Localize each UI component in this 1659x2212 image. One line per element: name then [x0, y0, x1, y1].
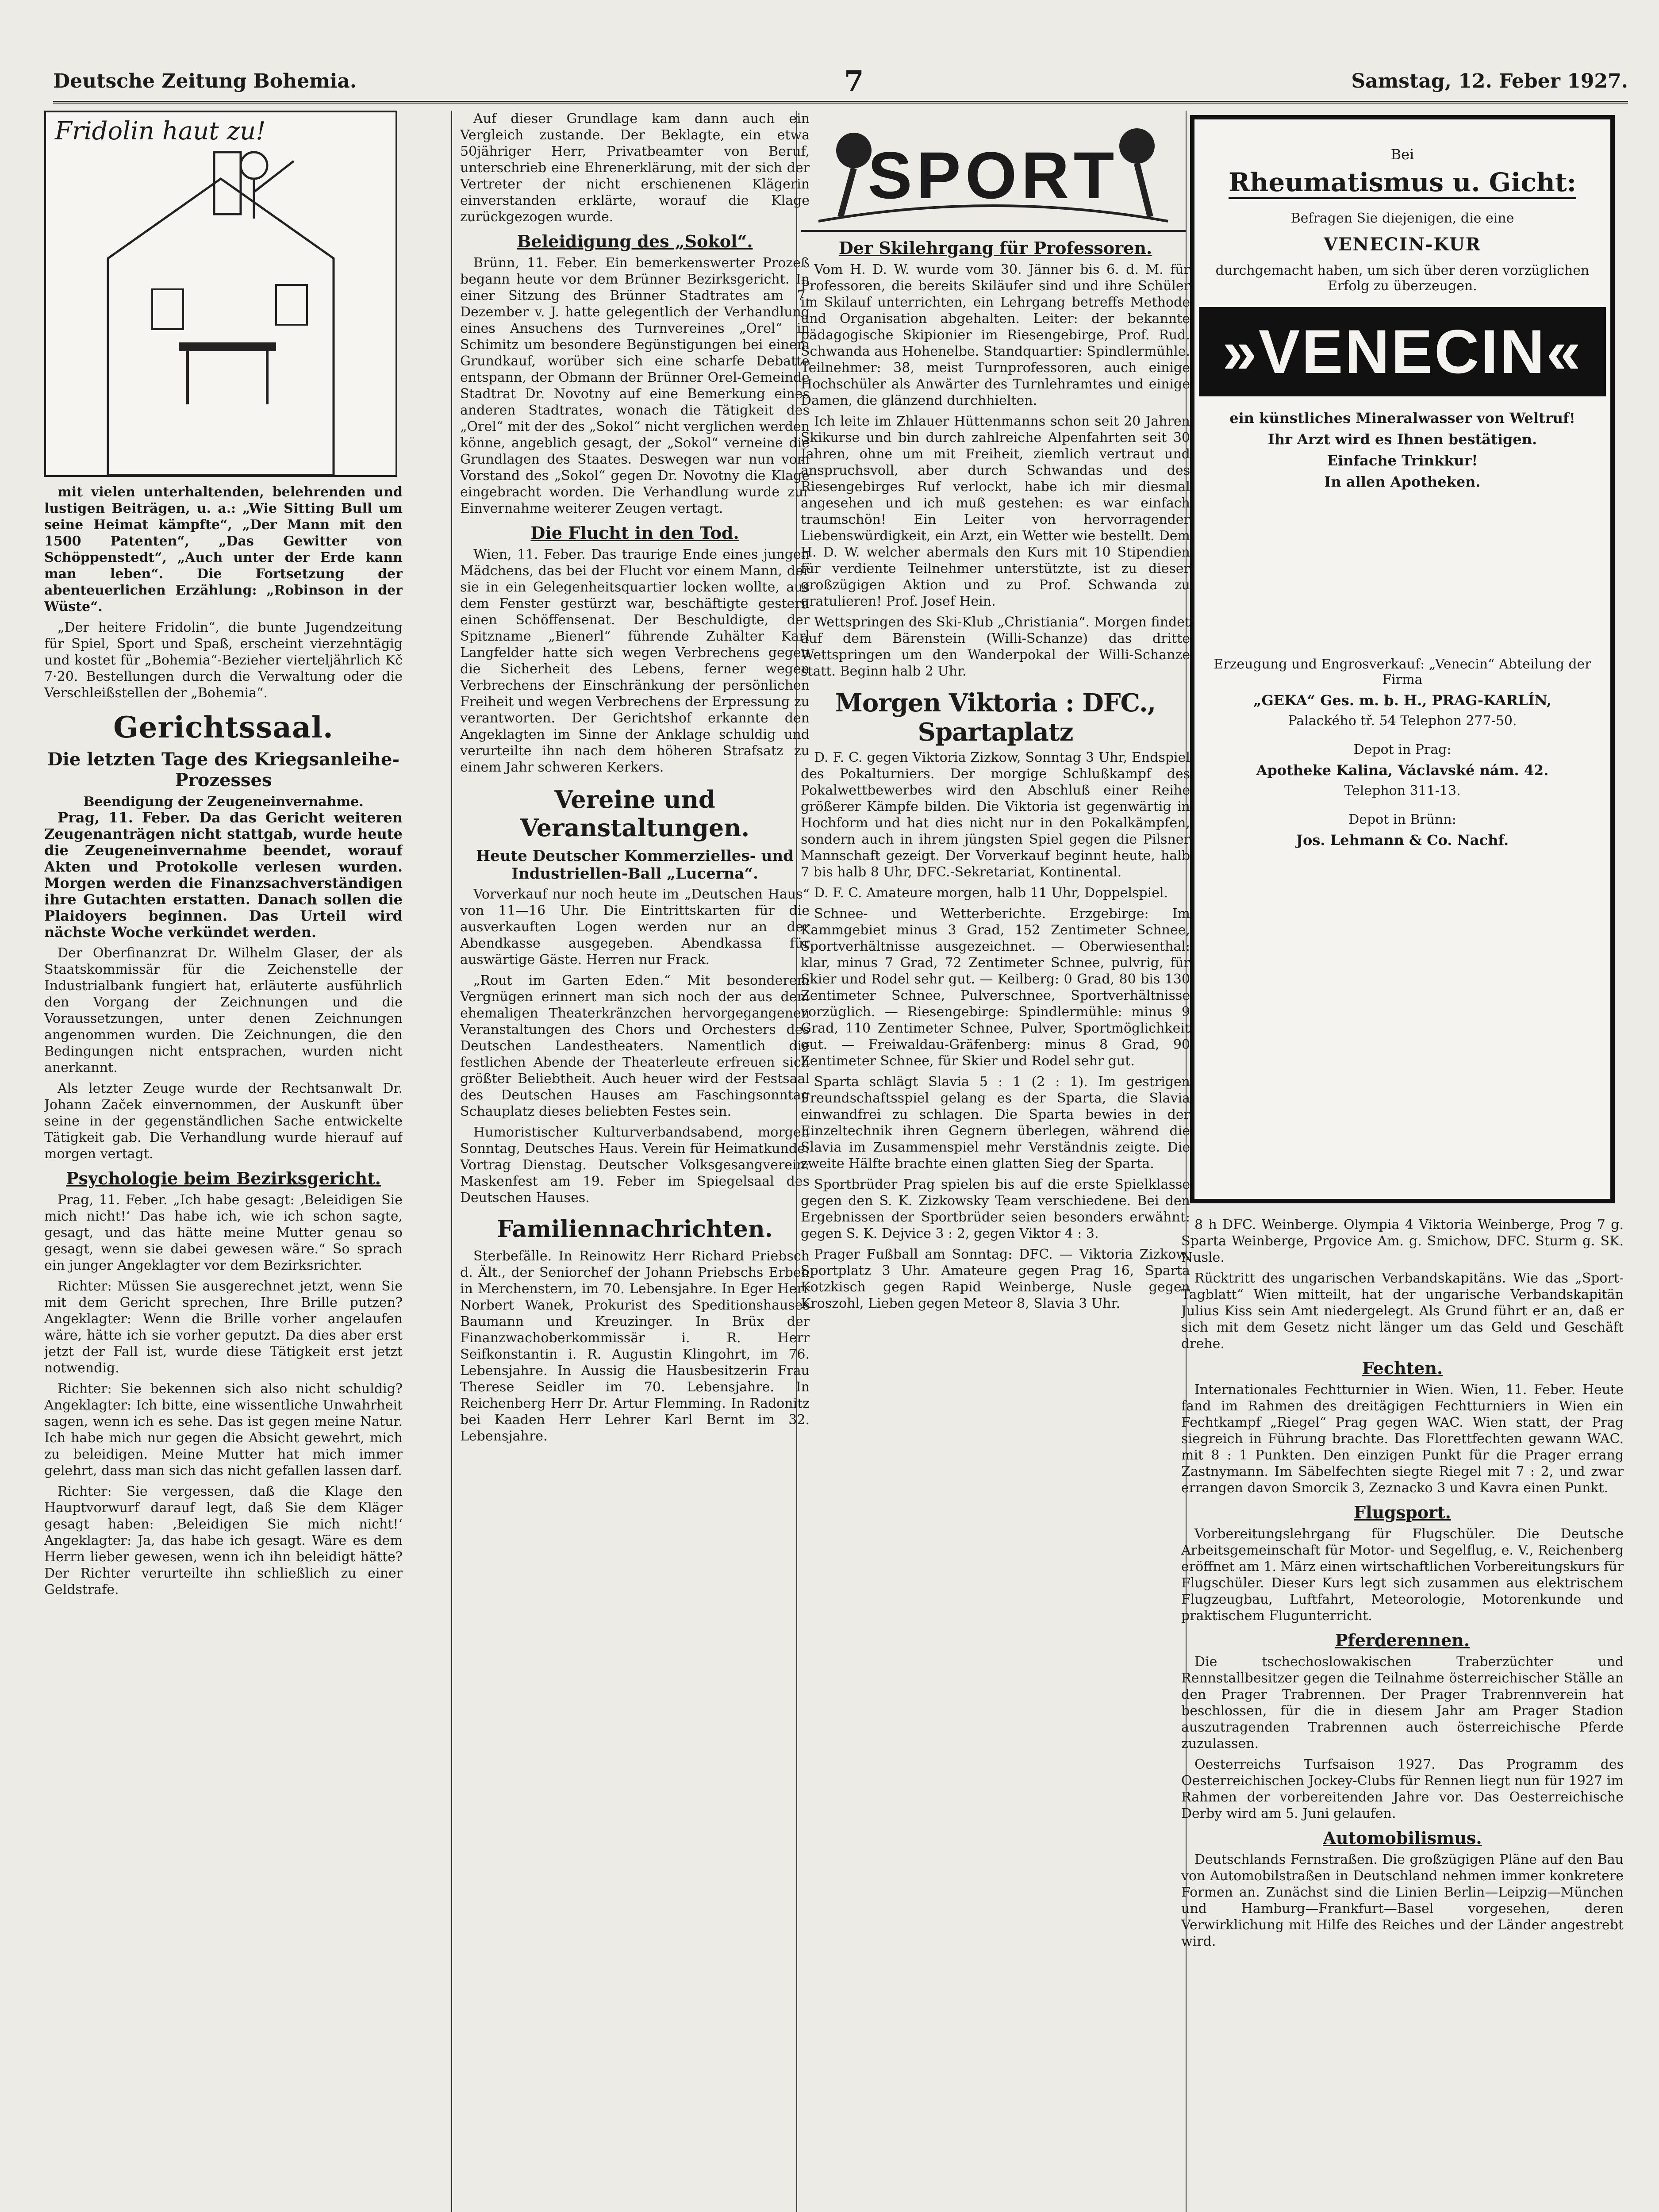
article-paragraph: Brünn, 11. Feber. Ein bemerkenswerter Prozeß begann heute vor dem Brünner Bezirksgericht. In einer Sitzung des Brünner Stadtrates am 7. Dezember v. J. hatte gelegentlich der Verhandlung eines Ansuchens des Turnvereines „Orel“ in Schimitz um besondere Begünstigungen bei einem Grundkauf, worüber sich eine scharfe Debatte entspann, der Obmann der Brünner Orel-Gemeinde Stadtrat Dr. Novotny auf eine Bemerkung eines anderen Stadtrates, wonach die Tätigkeit des „Orel“ mit der des „Sokol“ nicht verglichen werden könne, angeblich gesagt, der „Sokol“ verneine die Grundlagen des Staates. Deswegen war nun vom Vorstand des „Sokol“ gegen Dr. Novotny die Klage eingebracht worden. Die Verhandlung wurde zur Einvernahme weiterer Zeugen vertagt. — [460, 255, 810, 516]
ad-depot: Depot in Brünn: — [1348, 812, 1456, 827]
ad-brand: »VENECIN« — [1199, 307, 1606, 396]
article-paragraph: Richter: Sie bekennen sich also nicht schuldig? Angeklagter: Ich bitte, eine wissentliche Unwahrheit sagen, wenn ich es sehe. Das ist gegen meine Natur. Ich habe mich nur gegen die Absicht gewehrt, mich zu beleidigen. Meine Mutter hat mich immer gelehrt, dass man sich das nicht gefallen lassen darf. — [44, 1381, 403, 1479]
fridolin-cartoon — [44, 111, 397, 477]
article-paragraph: Deutschlands Fernstraßen. Die großzügigen Pläne auf den Bau von Automobilstraßen in Deutschland nehmen immer konkretere Formen an. Zunächst sind die Linien Berlin—Leipzig—München und Hamburg—Frankfurt—Basel vorgesehen, deren Verwirklichung mit Hilfe des Reiches und der Länder angestrebt wird. — [1181, 1852, 1624, 1949]
article-subheading: Beendigung der Zeugeneinvernahme. — [83, 794, 364, 810]
ad-text: Ihr Arzt wird es Ihnen bestätigen. — [1267, 431, 1537, 448]
venecin-advertisement — [1190, 115, 1615, 1203]
ad-depot: Depot in Prag: — [1353, 742, 1452, 757]
article-paragraph: D. F. C. Amateure morgen, halb 11 Uhr, Doppelspiel. — [814, 885, 1168, 901]
article-paragraph: 8 h DFC. Weinberge. Olympia 4 Viktoria Weinberge, Prog 7 g. Sparta Weinberge, Prgovice Am. g. Smichow, DFC. Sturm g. SK. Nusle. — [1181, 1217, 1624, 1265]
ad-text: Einfache Trinkkur! — [1327, 452, 1478, 469]
ad-text: Befragen Sie diejenigen, die eine — [1290, 211, 1514, 226]
match-headline: Morgen Viktoria : DFC., Spartaplatz — [835, 688, 1156, 747]
article-paragraph: Die tschechoslowakischen Traberzüchter und Rennstallbesitzer gegen die Teilnahme österreichischer Ställe an den Prager Trabrennen. Der Prager Trabrennverein hat beschlossen, für die in diesem Jahr am Prager Stadion auszutragenden Trabrennen auch österreichische Pferde zuzulassen. — [1181, 1654, 1624, 1751]
article-heading: Automobilismus. — [1323, 1828, 1482, 1848]
article-paragraph: Prag, 11. Feber. „Ich habe gesagt: ‚Beleidigen Sie mich nicht!‘ Das habe ich, wie ich schon sagte, gesagt, und das hätte meine Mutter genau so gesagt, wenn sie dabei gewesen wäre.“ So sprach ein junger Angeklagter vor dem Bezirksrichter. — [44, 1192, 403, 1273]
article-lead: Prag, 11. Feber. Da das Gericht weiteren Zeugenanträgen nicht stattgab, wurde heute die Zeugeneinvernahme beendet, worauf Akten und Protokolle verlesen wurden. Morgen werden die Finanzsachverständigen ihre Gutachten erstatten. Danach sollen die Plaidoyers beginnen. Das Urteil wird nächste Woche verkündet werden. — [44, 809, 403, 941]
ad-intro: Bei — [1390, 146, 1414, 163]
article-paragraph: Sportbrüder Prag spielen bis auf die erste Spielklasse gegen den S. K. Zizkowsky Team verschiedene. Bei den Ergebnissen der Sportbrüder seien besonders erwähnt: gegen S. K. Dejvice 3 : 2, gegen Viktor 4 : 3. — [801, 1177, 1190, 1241]
promo-text: mit vielen unterhaltenden, belehrenden und lustigen Beiträgen, u. a.: „Wie Sitting Bull um seine Heimat kämpfte“, „Der Mann mit den 1500 Patenten“, „Das Gewitter von Schöppenstedt“, „Auch unter der Erde kann man leben“. Die Fortsetzung der abenteuerlichen Erzählung: „Robinson in der Wüste“. — [44, 484, 403, 614]
ad-maker: Erzeugung und Engrosverkauf: „Venecin“ Abteilung der Firma — [1214, 657, 1591, 687]
article-paragraph: Ich leite im Zhlauer Hüttenmanns schon seit 20 Jahren Skikurse und bin durch zahlreiche Alpenfahrten seit 30 Jahren, ohne um mit Freiheit, ziemlich vertraut und anspruchsvoll, aber durch Schwandas und des Riesengebirges Ruf verlockt, habe ich mir diesmal angesehen und ich muß gestehen: es war einfach traumschön! Ein Leiter von hervorragender Liebenswürdigkeit, ein Arzt, ein Wetter wie bestellt. Dem H. D. W. welcher abermals den Kurs mit 10 Stipendien für verdiente Teilnehmer unterstützte, ist zu dieser großzügigen Aktion und zu Prof. Schwanda zu gratulieren! Prof. Josef Hein. — [801, 414, 1190, 609]
ad-depot: Apotheke Kalina, Václavské nám. 42. — [1256, 762, 1549, 779]
ad-maker: „GEKA“ Ges. m. b. H., PRAG-KARLÍN, — [1253, 692, 1551, 709]
promo-text-2: „Der heitere Fridolin“, die bunte Jugendzeitung für Spiel, Sport und Spaß, erscheint vierzehntägig und kostet für „Bohemia“-Bezieher vierteljährlich Kč 7·20. Bestellungen durch die Verwaltung oder die Verschleißstellen der „Bohemia“. — [44, 620, 403, 701]
article-paragraph: Humoristischer Kulturverbandsabend, morgen Sonntag, Deutsches Haus. Verein für Heimatkunde: Vortrag Dienstag. Deutscher Volksgesangverein: Maskenfest am 19. Feber im Spiegelsaal des Deutschen Hauses. — [460, 1125, 810, 1206]
article-paragraph: Als letzter Zeuge wurde der Rechtsanwalt Dr. Johann Začek einvernommen, der Auskunft über seine in der gegenständlichen Sache entwickelte Tätigkeit gab. Die Verhandlung wurde hierauf auf morgen vertagt. — [44, 1081, 403, 1162]
article-heading: Heute Deutscher Kommerzielles- und Industriellen-Ball „Lucerna“. — [476, 847, 794, 883]
section-heading-vereine: Vereine und Veranstaltungen. — [520, 785, 750, 842]
ad-text: durchgemacht haben, um sich über deren vorzüglichen Erfolg zu überzeugen. — [1215, 263, 1590, 294]
paper-name: Deutsche Zeitung Bohemia. — [53, 69, 357, 92]
article-paragraph: „Rout im Garten Eden.“ Mit besonderem Vergnügen erinnert man sich noch der aus dem ehemaligen Theaterkränzchen hervorgegangenen Veranstaltungen des Chors und Orchesters des Deutschen Landestheaters. Namentlich die festlichen Abende der Theaterleute erfreuen sich größter Beliebtheit. Auch heuer wird der Festsaal des Deutschen Hauses am Faschingsonntag Schauplatz dieses beliebten Festes sein. — [460, 973, 810, 1119]
article-paragraph: Schnee- und Wetterberichte. Erzgebirge: Im Kammgebiet minus 3 Grad, 152 Zentimeter Schnee, Sportverhältnisse ausgezeichnet. — Oberwiesenthal: klar, minus 7 Grad, 72 Zentimeter Schnee, pulvrig, für Skier und Rodel sehr gut. — Keilberg: 0 Grad, 80 bis 130 Zentimeter Schnee, Pulverschnee, Sportverhältnisse vorzüglich. — Riesengebirge: Spindlermühle: minus 9 Grad, 110 Zentimeter Schnee, Pulver, Sportmöglichkeit gut. — Freiwaldau-Gräfenberg: minus 8 Grad, 90 Zentimeter Schnee, für Skier und Rodel sehr gut. — [801, 906, 1190, 1069]
ad-text: In allen Apotheken. — [1324, 473, 1481, 490]
article-paragraph: Prager Fußball am Sonntag: DFC. — Viktoria Zizkow, Sportplatz 3 Uhr. Amateure gegen Prag 16, Sparta Kotzkisch gegen Rapid Weinberge, Nusle gegen Kroszohl, Lieben gegen Meteor 8, Slavia 3 Uhr. — [801, 1247, 1190, 1311]
column-4 — [1181, 111, 1624, 2212]
article-heading: Flugsport. — [1354, 1502, 1451, 1522]
article-heading: Pferderennen. — [1335, 1630, 1470, 1650]
article-paragraph: Internationales Fechtturnier in Wien. Wien, 11. Feber. Heute fand im Rahmen des dreitägigen Fechtturniers in Wien ein Fechtkampf „Riegel“ Prag gegen WAC. Wien statt, der Prag siegreich in Führung brachte. Das Florettfechten gewann WAC. mit 8 : 1 Punkten. Den einzigen Punkt für die Prager errang Zastnymann. Im Säbelfechten siegte Riegel mit 7 : 2, und zwar errangen davon Smorcik 3, Zeznacko 3 und Kavra einen Punkt. — [1181, 1382, 1624, 1496]
article-paragraph: Vorbereitungslehrgang für Flugschüler. Die Deutsche Arbeitsgemeinschaft für Motor- und Segelflug, e. V., Reichenberg eröffnet am 1. März einen wirtschaftlichen Vorbereitungskurs für Flugschüler. Dieser Kurs legt sich zusammen aus elektrischem Flugzeugbau, Luftfahrt, Meteorologie, Motorenkunde und praktischem Flugunterricht. — [1181, 1526, 1624, 1624]
article-paragraph: Vom H. D. W. wurde vom 30. Jänner bis 6. d. M. für Professoren, die bereits Skiläufer sind und ihre Schüler im Skilauf unterrichten, ein Lehrgang betreffs Methode und Organisation abgehalten. Leiter: der bekannte pädagogische Skipionier im Riesengebirge, Prof. Rud. Schwanda aus Hohenelbe. Standquartier: Spindlermühle. Teilnehmer: 38, meist Turnprofessoren, auch einige Hochschüler als Anwärter des Turnlehramtes und einige Damen, die glänzend durchhielten. — [801, 262, 1190, 408]
article-paragraph: Sterbefälle. In Reinowitz Herr Richard Priebsch d. Ält., der Seniorchef der Johann Priebschs Erben in Merchenstern, im 70. Lebensjahre. In Eger Herr Norbert Wanek, Prokurist des Speditionshauses Baumann und Kreuzinger. In Brüx der Finanzwachoberkommissär i. R. Herr Seifkonstantin i. R. Augustin Klingohrt, im 76. Lebensjahre. In Aussig die Hausbesitzerin Frau Therese Seidler im 70. Lebensjahre. In Reichenberg Herr Dr. Artur Flemming. In Radonitz bei Kaaden Herr Lehrer Karl Bernt im 32. Lebensjahre. — [460, 1248, 810, 1444]
page-number: 7 — [844, 64, 864, 98]
column-1 — [44, 111, 403, 2212]
column-2 — [460, 111, 810, 2212]
cartoon-title: Fridolin haut zu! — [55, 117, 266, 146]
sport-title: SPORT — [868, 138, 1119, 212]
article-paragraph: Vorverkauf nur noch heute im „Deutschen Haus“ von 11—16 Uhr. Die Eintrittskarten für die ausverkauften Logen werden nur an der Abendkasse ausgegeben. Abendkassa für auswärtige Gäste. Herren nur Frack. — [460, 887, 810, 968]
section-heading-familien: Familiennachrichten. — [497, 1216, 773, 1243]
ad-title: Rheumatismus u. Gicht: — [1229, 167, 1576, 199]
article-paragraph: D. F. C. gegen Viktoria Zizkow, Sonntag 3 Uhr, Endspiel des Pokalturniers. Der morgige Schlußkampf des Pokalwettbewerbes wird den Abschluß einer Reihe größerer Kämpfe bilden. Die Viktoria ist gegenwärtig in Hochform und hat dies nicht nur in den Pokalkämpfen, sondern auch in ihrem jüngsten Spiel gegen die Pilsner Mannschaft gezeigt. Der Vorverkauf beginnt heute, halb 7 bis halb 8 Uhr, DFC.-Sekretariat, Kontinental. — [801, 750, 1190, 880]
cartoon-illustration — [46, 112, 396, 475]
issue-date: Samstag, 12. Feber 1927. — [1351, 69, 1628, 92]
article-paragraph: Der Oberfinanzrat Dr. Wilhelm Glaser, der als Staatskommissär für die Zeichenstelle der Industrialbank fungiert hat, erläuterte ausführlich den Vorgang der Zeichnungen und die Voraussetzungen, unter denen Zeichnungen angenommen wurden. Die Zeichnungen, die den Bedingungen nicht entsprachen, wurden nicht anerkannt. — [44, 945, 403, 1075]
article-paragraph: Wien, 11. Feber. Das traurige Ende eines jungen Mädchens, das bei der Flucht vor einem Mann, der sie in ein Gelegenheitsquartier locken wollte, aus dem Fenster gestürzt war, beschäftigte gestern einen Schöffensenat. Der Beschuldigte, der Spitzname „Bienerl“ führende Zuhälter Karl Langfelder hatte sich wegen Verbrechens gegen die Sicherheit des Lebens, ferner wegen Verbrechens der Einschränkung der persönlichen Freiheit und wegen Verbrechens der Erpressung zu verantworten. Der Gerichtshof erkannte den Angeklagten im Sinne der Anklage schuldig und verurteilte ihn nach dem höheren Strafsatz zu einem Jahr schweren Kerkers. — [460, 547, 810, 775]
ad-maker: Palackého tř. 54 Telephon 277-50. — [1288, 713, 1517, 729]
section-heading-gerichtssaal: Gerichtssaal. — [113, 710, 334, 745]
article-heading: Beleidigung des „Sokol“. — [517, 231, 753, 251]
ad-depot: Jos. Lehmann & Co. Nachf. — [1296, 832, 1509, 849]
article-heading: Der Skilehrgang für Professoren. — [838, 238, 1152, 258]
article-heading: Die Flucht in den Tod. — [530, 523, 739, 543]
article-paragraph: Rücktritt des ungarischen Verbandskapitäns. Wie das „Sport-Tagblatt“ Wien mitteilt, hat der ungarische Verbandskapitän Julius Kiss sein Amt niedergelegt. Als Grund führt er an, daß er sich mit dem Gesetz nicht länger um das Geld und Geschäft drehe. — [1181, 1271, 1624, 1352]
article-paragraph: Richter: Müssen Sie ausgerechnet jetzt, wenn Sie mit dem Gericht sprechen, Ihre Brille putzen? Angeklagter: Wenn die Brille vorher angelaufen wäre, hätte ich sie vorher geputzt. Da dies aber erst jetzt der Fall ist, wurde diese Tätigkeit erst jetzt notwendig. — [44, 1279, 403, 1376]
article-heading: Die letzten Tage des Kriegsanleihe-Prozesses — [47, 749, 400, 791]
column-rule — [451, 111, 452, 2212]
page-header — [53, 61, 1628, 104]
article-paragraph: Auf dieser Grundlage kam dann auch ein Vergleich zustande. Der Beklagte, ein etwa 50jähriger Herr, Privatbeamter von Beruf, unterschrieb eine Ehrenerklärung, mit der sich der Vertreter der nicht erschienenen Klägerin einverstanden erklärte, worauf die Klage zurückgezogen wurde. — [460, 111, 810, 225]
article-paragraph: Richter: Sie vergessen, daß die Klage den Hauptvorwurf darauf legt, daß Sie dem Kläger gesagt haben: ‚Beleidigen Sie mich nicht!‘ Angeklagter: Ja, das habe ich gesagt. Wäre es dem Herrn lieber gewesen, wenn ich ihn beleidigt hätte? Der Richter verurteilte ihn schließlich zu einer Geldstrafe. — [44, 1484, 403, 1598]
column-3 — [801, 111, 1190, 2212]
ad-kur: VENECIN-KUR — [1324, 234, 1481, 255]
ad-text: ein künstliches Mineralwasser von Weltruf! — [1229, 410, 1575, 426]
article-paragraph: Sparta schlägt Slavia 5 : 1 (2 : 1). Im gestrigen Freundschaftsspiel gelang es der Sparta, die Slavia einwandfrei zu schlagen. Die Sparta bewies in der Einzeltechnik ihren Gegnern überlegen, während die Slavia im Zusammenspiel mehr Verständnis zeigte. Die zweite Hälfte brachte einen glatten Sieg der Sparta. — [801, 1074, 1190, 1171]
article-paragraph: Oesterreichs Turfsaison 1927. Das Programm des Oesterreichischen Jockey-Clubs für Rennen liegt nun für 1927 im Rahmen der vorbereitenden Jahre vor. Das Oesterreichische Derby wird am 5. Juni gelaufen. — [1181, 1757, 1624, 1821]
sport-banner — [801, 111, 1186, 232]
article-heading: Psychologie beim Bezirksgericht. — [66, 1168, 381, 1188]
ad-depot: Telephon 311-13. — [1344, 783, 1461, 799]
article-heading: Fechten. — [1362, 1358, 1443, 1378]
article-paragraph: Wettspringen des Ski-Klub „Christiania“. Morgen findet auf dem Bärenstein (Willi-Schanze) das dritte Wettspringen um den Wanderpokal der Willi-Schanze statt. Beginn halb 2 Uhr. — [801, 614, 1190, 679]
